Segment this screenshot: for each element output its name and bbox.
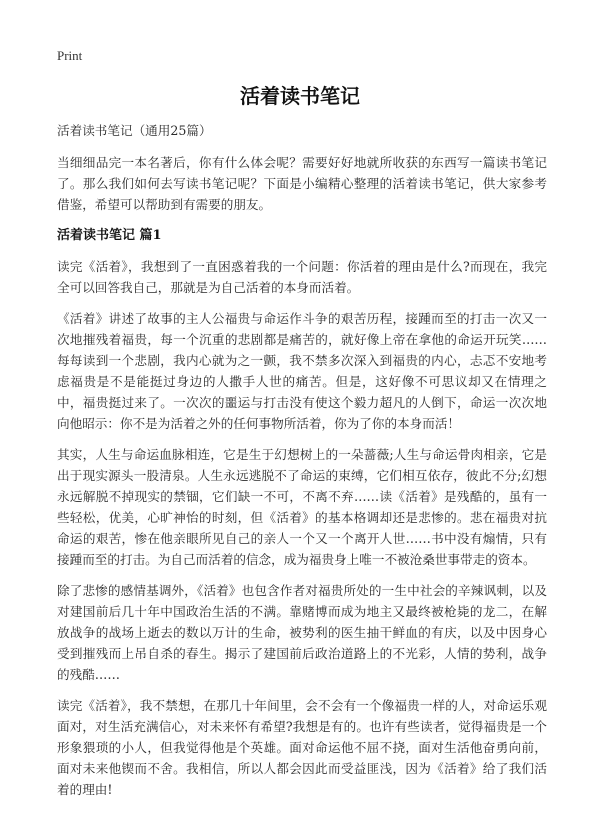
print-link[interactable]: Print bbox=[57, 48, 83, 63]
body-paragraph: 除了悲惨的感情基调外，《活着》也包含作者对福贵所处的一生中社会的辛辣讽刺，以及对建国前后几十年中国政治生活的不满。靠赌博而成为地主又最终被枪毙的龙二，在解放战争的战场上逝去的数以万计的生命，被势利的医生抽干鲜血的有庆，以及中因身心受到摧残而上吊自杀的春生。揭示了建国前后政治道路上的不光彩，人情的势利，战争的残酷…… bbox=[57, 583, 547, 682]
body-paragraph: 《活着》讲述了故事的主人公福贵与命运作斗争的艰苦历程，接踵而至的打击一次又一次地摧残着福贵，每一个沉重的悲剧都是痛苦的，就好像上帝在拿他的命运开玩笑……每每读到一个悲剧，我内心就为之一颤，我不禁多次深入到福贵的内心，忐忑不安地考虑福贵是不是能挺过身边的人撒手人世的痛苦。但是，这好像不可思议却又在情理之中，福贵挺过来了。一次次的噩运与打击没有使这个毅力超凡的人倒下，命运一次次地向他昭示：你不是为活着之外的任何事物所活着，你为了你的本身而活！ bbox=[57, 311, 547, 431]
section-heading: 活着读书笔记 篇1 bbox=[57, 228, 162, 243]
body-paragraph: 其实，人生与命运血脉相连，它是生于幻想树上的一朵蔷薇;人生与命运骨肉相亲，它是出于现实源头一股清泉。人生永远逃脱不了命运的束缚，它们相互依存，彼此不分;幻想永远解脱不掉现实的禁锢，它们缺一不可，不离不弃……读《活着》是残酷的，虽有一些轻松，优美，心旷神怡的时刻，但《活着》的基本格调却还是悲惨的。悲在福贵对抗命运的艰苦，惨在他亲眼所见自己的亲人一个又一个离开人世……书中没有煽情，只有接踵而至的打击。为自己而活着的信念，成为福贵身上唯一不被沧桑世事带走的资本。 bbox=[57, 447, 547, 567]
body-paragraph: 读完《活着》，我不禁想，在那几十年间里，会不会有一个像福贵一样的人，对命运乐观面对，对生活充满信心，对未来怀有希望?我想是有的。也许有些读者，觉得福贵是一个形象猥琐的小人，但我觉得他是个英雄。面对命运他不屈不挠，面对生活他奋勇向前，面对未来他锲而不舍。我相信，所以人都会因此而受益匪浅，因为《活着》给了我们活着的理由! bbox=[57, 698, 547, 797]
document-body bbox=[57, 120, 547, 810]
document-subtitle: 活着读书笔记（通用25篇） bbox=[57, 123, 212, 138]
page-title: 活着读书笔记 bbox=[240, 84, 360, 108]
body-paragraph: 读完《活着》，我想到了一直困惑着我的一个问题：你活着的理由是什么?而现在，我完全可以回答我自己，那就是为自己活着的本身而活着。 bbox=[57, 259, 547, 295]
intro-paragraph: 当细细品完一本名著后，你有什么体会呢？需要好好地就所收获的东西写一篇读书笔记了。那么我们如何去写读书笔记呢？下面是小编精心整理的活着读书笔记，供大家参考借鉴，希望可以帮助到有需要的朋友。 bbox=[57, 155, 547, 212]
